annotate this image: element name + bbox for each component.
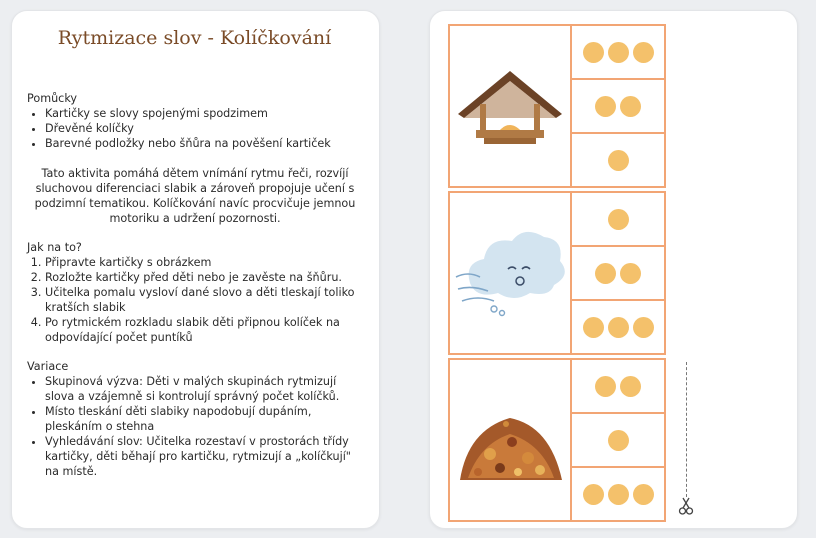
dot-icon [608, 317, 629, 338]
card-image-wind-cloud [448, 191, 572, 355]
dot-icon [608, 430, 629, 451]
dot-icon [583, 317, 604, 338]
aids-item: • Dřevěné kolíčky [45, 121, 367, 136]
dot-icon [595, 376, 616, 397]
howto-list [27, 255, 362, 345]
aids-item: • Kartičky se slovy spojenými spodzimem [45, 106, 367, 121]
dot-icon [620, 263, 641, 284]
card-image-bird-feeder [448, 24, 572, 188]
dots-option[interactable] [570, 191, 666, 247]
scissors-icon [678, 496, 694, 516]
dot-icon [608, 209, 629, 230]
howto-step: 4. Po rytmickém rozkladu slabik děti připnou kolíček na odpovídající počet puntíků [45, 315, 362, 345]
leaf-pile-icon [450, 360, 570, 520]
dot-icon [633, 317, 654, 338]
card-image-leaf-pile [448, 358, 572, 522]
dot-icon [608, 42, 629, 63]
dots-option[interactable] [570, 78, 666, 134]
dots-option[interactable] [570, 245, 666, 301]
howto-heading: Jak na to? [27, 241, 82, 254]
variation-item: • Místo tleskání děti slabiky napodobují dupáním, pleskáním o stehna [45, 404, 362, 434]
bird-feeder-icon [450, 26, 570, 186]
dot-icon [595, 96, 616, 117]
variations-section [27, 359, 362, 479]
variation-item: • Vyhledávání slov: Učitelka rozestaví v prostorách třídy kartičky, děti běhají pro kartičku, rytmizují a „kolíčkují" na místě. [45, 434, 362, 479]
howto-step: 2. Rozložte kartičky před děti nebo je zavěste na šňůru. [45, 270, 362, 285]
dot-icon [595, 263, 616, 284]
dots-option[interactable] [570, 132, 666, 188]
dot-icon [620, 376, 641, 397]
dot-icon [620, 96, 641, 117]
dot-icon [608, 150, 629, 171]
variations-heading: Variace [27, 360, 69, 373]
description: Tato aktivita pomáhá dětem vnímání rytmu řeči, rozvíjí sluchovou diferenciaci slabik a zároveň propojuje učení s podzimní tematikou. Kolíčkování navíc procvičuje jemnou motoriku a udržení pozornosti. [34, 167, 356, 225]
howto-step: 3. Učitelka pomalu vysloví dané slovo a děti tleskají toliko kratších slabik [45, 285, 362, 315]
dots-option[interactable] [570, 358, 666, 414]
variations-list [27, 374, 362, 479]
howto-step: 1. Připravte kartičky s obrázkem [45, 255, 362, 270]
aids-item: • Barevné podložky nebo šňůra na pověšení kartiček [45, 136, 367, 151]
cut-line [686, 362, 687, 497]
dot-icon [633, 484, 654, 505]
dots-option[interactable] [570, 412, 666, 468]
aids-heading: Pomůcky [27, 92, 78, 105]
variation-item: • Skupinová výzva: Děti v malých skupinách rytmizují slova a vzájemně si kontrolují správný počet kolíčků. [45, 374, 362, 404]
dot-icon [583, 42, 604, 63]
dot-icon [633, 42, 654, 63]
wind-cloud-icon [450, 193, 570, 353]
aids-section [27, 91, 367, 151]
howto-section [27, 240, 362, 345]
dot-icon [583, 484, 604, 505]
aids-list [27, 106, 367, 151]
dot-icon [608, 484, 629, 505]
dots-option[interactable] [570, 24, 666, 80]
dots-option[interactable] [570, 466, 666, 522]
page-title: Rytmizace slov - Kolíčkování [57, 27, 332, 49]
dots-option[interactable] [570, 299, 666, 355]
